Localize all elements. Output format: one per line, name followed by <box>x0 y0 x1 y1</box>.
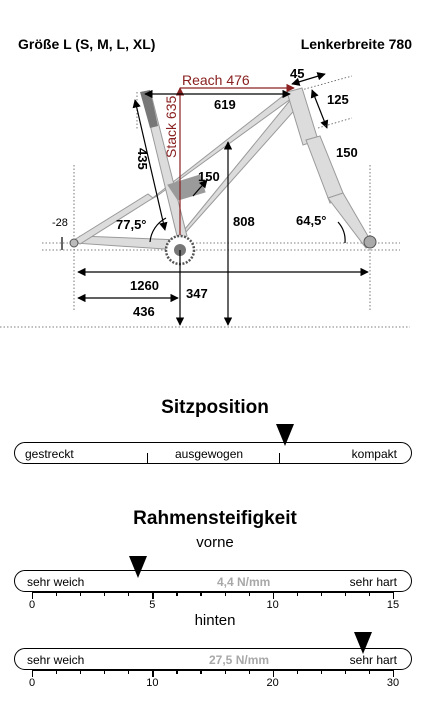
rear-axis-minor-tick <box>176 670 177 674</box>
sitz-divider-1 <box>147 453 148 464</box>
sitzposition-scale <box>14 442 412 464</box>
rear-right-label: sehr hart <box>349 653 397 667</box>
front-axis-minor-tick <box>225 592 226 596</box>
sitz-middle-label: ausgewogen <box>175 447 244 461</box>
rear-axis-minor-tick <box>225 670 226 674</box>
front-axis-minor-tick <box>176 592 177 596</box>
bb-height-label: 347 <box>186 286 208 301</box>
front-axis-major-tick <box>32 592 33 599</box>
front-axis-major-tick <box>273 592 274 599</box>
sitzposition-title: Sitzposition <box>161 397 269 418</box>
rear-left-label: sehr weich <box>27 653 85 667</box>
front-axis-minor-tick <box>104 592 105 596</box>
rear-axis-tick-label: 0 <box>28 677 36 689</box>
rear-axis-line <box>32 670 393 671</box>
front-axis-tick-label: 0 <box>28 599 36 611</box>
rear-hub <box>70 239 78 247</box>
rear-axis-major-tick <box>32 670 33 677</box>
front-value-label: 4,4 N/mm <box>217 575 271 589</box>
sitzposition-marker <box>276 424 294 446</box>
seat-angle-label: 77,5° <box>116 217 147 232</box>
front-stiffness-marker <box>129 556 147 578</box>
front-axis-major-tick <box>152 592 153 599</box>
bb-drop-label: -28 <box>52 217 68 229</box>
sitz-left-label: gestreckt <box>25 447 74 461</box>
front-axis-minor-tick <box>56 592 57 596</box>
front-axis-tick-label: 5 <box>149 599 156 611</box>
front-stiffness-axis <box>28 592 400 612</box>
sitz-right-label: kompakt <box>351 447 397 461</box>
rear-axis-minor-tick <box>128 670 129 674</box>
front-axis-minor-tick <box>297 592 298 596</box>
front-axis-minor-tick <box>249 592 250 596</box>
chainstay-label: 436 <box>133 304 155 319</box>
rear-axis-major-tick <box>152 670 153 677</box>
front-axis-line <box>32 592 393 593</box>
rear-axis-minor-tick <box>369 670 370 674</box>
rear-axis-tick-label: 10 <box>146 677 159 689</box>
size-label: Größe L (S, M, L, XL) <box>18 36 156 52</box>
head-tube-arrow <box>312 90 327 128</box>
rear-value-label: 27,5 N/mm <box>209 653 270 667</box>
rear-axis-major-tick <box>393 670 394 677</box>
rear-axis-minor-tick <box>297 670 298 674</box>
rear-axis-tick-label: 20 <box>266 677 279 689</box>
seat-tube-label: 435 <box>135 148 150 170</box>
front-axis-minor-tick <box>369 592 370 596</box>
rear-stiffness-scale <box>14 648 412 670</box>
front-axis-tick-label: 10 <box>266 599 279 611</box>
rear-stiffness-label: hinten <box>194 612 236 629</box>
rear-stiffness-marker <box>354 632 372 654</box>
rear-axis-minor-tick <box>80 670 81 674</box>
front-axis-minor-tick <box>200 592 201 596</box>
head-tube-label: 125 <box>327 92 349 107</box>
standover-label: 808 <box>233 214 255 229</box>
wheelbase-label: 1260 <box>130 278 159 293</box>
stem-label: 45 <box>290 66 305 81</box>
front-axis-minor-tick <box>321 592 322 596</box>
front-axis-tick-label: 15 <box>386 599 400 611</box>
rear-travel-label: 150 <box>198 169 220 184</box>
stack-label: Stack 635 <box>163 95 179 158</box>
front-axis-minor-tick <box>128 592 129 596</box>
rear-axis-minor-tick <box>249 670 250 674</box>
rear-stiffness-axis <box>28 670 400 690</box>
front-axis-major-tick <box>393 592 394 599</box>
rahmensteifigkeit-title: Rahmensteifigkeit <box>133 508 297 529</box>
rear-axis-minor-tick <box>56 670 57 674</box>
rear-axis-tick-label: 30 <box>386 677 400 689</box>
rear-axis-minor-tick <box>200 670 201 674</box>
rear-axis-minor-tick <box>104 670 105 674</box>
head-angle-label: 64,5° <box>296 213 327 228</box>
rear-axis-minor-tick <box>321 670 322 674</box>
rear-axis-major-tick <box>273 670 274 677</box>
rear-axis-minor-tick <box>345 670 346 674</box>
top-tube-label: 619 <box>214 97 236 112</box>
front-left-label: sehr weich <box>27 575 85 589</box>
handlebar-width-label: Lenkerbreite 780 <box>300 36 412 52</box>
head-tube <box>287 88 318 145</box>
front-axis-minor-tick <box>345 592 346 596</box>
head-angle-arc <box>338 222 345 243</box>
front-hub <box>364 236 376 248</box>
fork-travel-label: 150 <box>336 145 358 160</box>
front-right-label: sehr hart <box>349 575 397 589</box>
front-axis-minor-tick <box>80 592 81 596</box>
reach-label: Reach 476 <box>182 72 250 88</box>
front-stiffness-scale <box>14 570 412 592</box>
bike-geometry-diagram <box>0 55 430 335</box>
sitz-divider-2 <box>279 453 280 464</box>
front-stiffness-label: vorne <box>196 534 234 551</box>
